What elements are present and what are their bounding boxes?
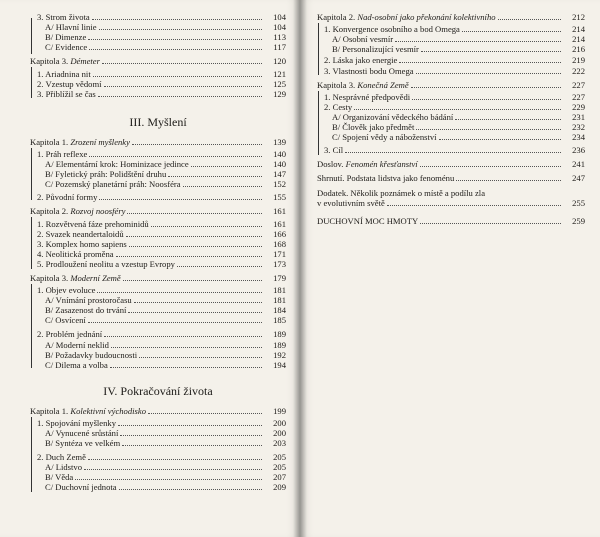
toc-entry: A/ Moderní neklid 189 (45, 339, 286, 350)
toc-group (30, 12, 286, 52)
toc-entry: 1. Nesprávné předpovědi 227 (324, 91, 585, 102)
part-heading: III. Myšlení (129, 114, 187, 129)
toc-entry: 3. Vlastnosti bodu Omega 222 (324, 65, 585, 76)
toc-entry: 3. Strom života 104 (37, 12, 286, 23)
toc-entry: C/ Dilema a volba 194 (45, 359, 286, 370)
toc-entry: 1. Ariadnina nit 121 (37, 68, 286, 79)
toc-group (30, 218, 286, 268)
toc-entry: 3. Komplex homo sapiens 168 (37, 238, 286, 249)
toc-group (30, 285, 286, 370)
toc-chapter-line2: v evolutivním světě 255 (317, 197, 585, 208)
toc-entry: C/ Osvícení 185 (45, 315, 286, 326)
toc-entry: 2. Cesty 229 (324, 101, 585, 112)
book-gutter (293, 0, 307, 537)
toc-entry: B/ Požadavky budoucnosti 192 (45, 349, 286, 360)
right-page (300, 0, 600, 537)
toc-entry: A/ Vnímání prostoročasu 181 (45, 295, 286, 306)
toc-entry: A/ Osobní vesmír 214 (332, 34, 585, 45)
toc-entry: B/ Fyletický práh: Polidštění druhu 147 (45, 169, 286, 180)
toc-chapter-line1: Dodatek. Několik poznámek o místě a podílu zla (317, 187, 486, 198)
toc-entry: A/ Vynucené srůstání 200 (45, 428, 286, 438)
part-heading: IV. Pokračování života (103, 383, 213, 398)
toc-entry: 1. Rozvětvená fáze prehominidů 161 (37, 218, 286, 229)
toc-entry: B/ Člověk jako předmět 232 (332, 122, 585, 133)
toc-entry: B/ Personalizující vesmír 216 (332, 44, 585, 55)
toc-entry: B/ Syntéza ve velkém 203 (45, 438, 286, 449)
toc-entry: 5. Prodloužení neolitu a vzestup Evropy 173 (37, 258, 286, 269)
toc-entry: 2. Svazek neandertaloidů 166 (37, 228, 286, 239)
toc-entry: 3. Cíl 236 (324, 145, 585, 156)
toc-entry: B/ Věda 207 (45, 472, 286, 483)
toc-group (30, 68, 286, 98)
toc-entry: C/ Duchovní jednota 209 (45, 482, 286, 493)
toc-chapter: Kapitola 1. Zrození myšlenky 139 (30, 136, 286, 147)
toc-entry: A/ Hlavní linie 104 (45, 22, 286, 33)
toc-chapter: Kapitola 1. Kolektivní východisko 199 (30, 405, 286, 416)
toc-entry: 3. Přiblížil se čas 129 (37, 88, 286, 99)
toc-entry: A/ Elementární krok: Hominizace jedince 140 (45, 159, 286, 170)
toc-entry: B/ Zasazenost do trvání 184 (45, 305, 286, 316)
toc-chapter: DUCHOVNÍ MOC HMOTY 259 (317, 215, 585, 226)
toc-chapter: Kapitola 3. Konečná Země 227 (317, 79, 585, 90)
toc-entry: 2. Vzestup vědomí 125 (37, 78, 286, 89)
toc-entry: C/ Evidence 117 (45, 42, 286, 53)
toc-chapter: Shrnutí. Podstata lidstva jako fenoménu 247 (317, 173, 585, 184)
toc-chapter: Kapitola 3. Démeter 120 (30, 56, 286, 67)
toc-group (30, 149, 286, 202)
toc-entry: C/ Pozemský planetární práh: Noosféra 152 (45, 179, 286, 190)
toc-group (30, 418, 286, 493)
toc-entry: 2. Duch Země 205 (37, 452, 286, 463)
toc-entry: A/ Lidstvo 205 (45, 462, 286, 473)
toc-entry: 2. Problém jednání 189 (37, 329, 286, 340)
toc-entry: 4. Neolitická proměna 171 (37, 248, 286, 259)
toc-group (317, 24, 585, 75)
toc-chapter: Doslov. Fenomén křesťanství 241 (317, 159, 585, 170)
left-toc (30, 12, 286, 492)
toc-chapter: Kapitola 2. Rozvoj noosféry 161 (30, 206, 286, 217)
toc-group (317, 92, 585, 156)
toc-chapter: Kapitola 2. Nad-osobní jako překonání kolektivního 212 (317, 12, 585, 23)
toc-chapter: Kapitola 3. Moderní Země 179 (30, 272, 286, 283)
toc-entry: 1. Objev evoluce 181 (37, 285, 286, 296)
toc-entry: A/ Organizování vědeckého bádání 231 (332, 111, 585, 122)
toc-entry: 1. Práh reflexe 140 (37, 148, 286, 159)
toc-entry: 1. Konvergence osobního a bod Omega 214 (324, 24, 585, 35)
toc-entry: C/ Spojení vědy a náboženství 234 (332, 132, 585, 143)
toc-entry: 2. Původní formy 155 (37, 192, 286, 203)
toc-entry: B/ Dimenze 113 (45, 32, 286, 43)
right-toc (317, 12, 585, 226)
toc-entry: 2. Láska jako energie 219 (324, 55, 585, 66)
toc-entry: 1. Spojování myšlenky 200 (37, 417, 286, 428)
